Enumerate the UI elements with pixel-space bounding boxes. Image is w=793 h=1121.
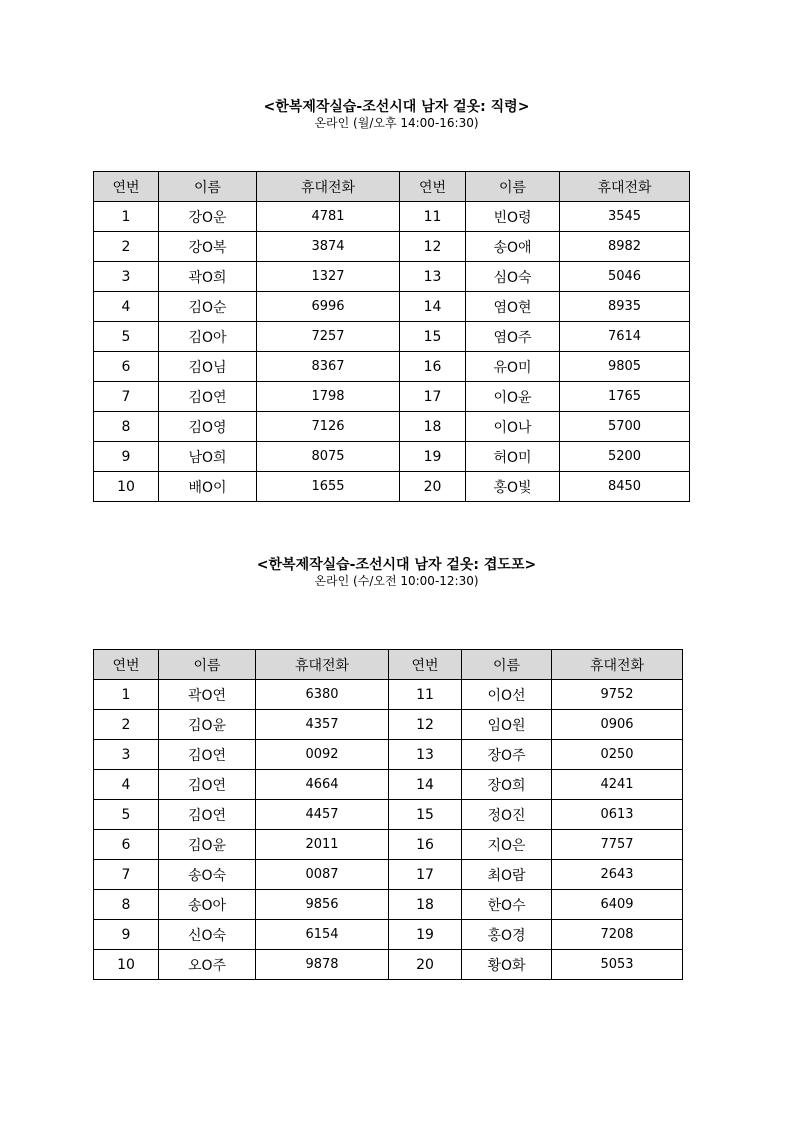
column-header-number: 연번 bbox=[94, 172, 159, 202]
roster-table-1 bbox=[93, 171, 690, 502]
cell-number: 12 bbox=[400, 232, 466, 262]
cell-phone: 2011 bbox=[256, 830, 389, 860]
column-header-name: 이름 bbox=[159, 172, 257, 202]
cell-number: 8 bbox=[94, 890, 159, 920]
cell-phone: 8982 bbox=[560, 232, 690, 262]
cell-number: 10 bbox=[94, 472, 159, 502]
cell-number: 6 bbox=[94, 352, 159, 382]
cell-number: 7 bbox=[94, 382, 159, 412]
table-row bbox=[94, 860, 683, 890]
cell-name: 빈O령 bbox=[466, 202, 560, 232]
section2-heading bbox=[0, 556, 793, 588]
cell-phone: 0613 bbox=[552, 800, 683, 830]
cell-number: 1 bbox=[94, 680, 159, 710]
cell-phone: 3545 bbox=[560, 202, 690, 232]
cell-number: 18 bbox=[389, 890, 462, 920]
column-header-phone: 휴대전화 bbox=[257, 172, 400, 202]
cell-number: 18 bbox=[400, 412, 466, 442]
cell-phone: 6996 bbox=[257, 292, 400, 322]
cell-name: 배O이 bbox=[159, 472, 257, 502]
cell-name: 김O연 bbox=[159, 382, 257, 412]
cell-phone: 7614 bbox=[560, 322, 690, 352]
section2-title: <한복제작실습-조선시대 남자 겉옷: 겹도포> bbox=[256, 557, 537, 573]
cell-phone: 6380 bbox=[256, 680, 389, 710]
cell-name: 홍O경 bbox=[462, 920, 552, 950]
table-row bbox=[94, 710, 683, 740]
cell-number: 19 bbox=[400, 442, 466, 472]
cell-phone: 4457 bbox=[256, 800, 389, 830]
cell-name: 이O나 bbox=[466, 412, 560, 442]
column-header-name: 이름 bbox=[466, 172, 560, 202]
table-row bbox=[94, 920, 683, 950]
cell-name: 김O아 bbox=[159, 322, 257, 352]
column-header-number: 연번 bbox=[389, 650, 462, 680]
cell-phone: 6409 bbox=[552, 890, 683, 920]
table-row bbox=[94, 412, 690, 442]
cell-number: 9 bbox=[94, 920, 159, 950]
cell-name: 이O윤 bbox=[466, 382, 560, 412]
cell-phone: 0092 bbox=[256, 740, 389, 770]
cell-name: 신O숙 bbox=[159, 920, 256, 950]
cell-number: 3 bbox=[94, 740, 159, 770]
cell-name: 곽O연 bbox=[159, 680, 256, 710]
cell-name: 김O영 bbox=[159, 412, 257, 442]
cell-name: 황O화 bbox=[462, 950, 552, 980]
table-row bbox=[94, 890, 683, 920]
table-row bbox=[94, 740, 683, 770]
cell-phone: 0087 bbox=[256, 860, 389, 890]
cell-phone: 7126 bbox=[257, 412, 400, 442]
column-header-number: 연번 bbox=[400, 172, 466, 202]
cell-name: 염O주 bbox=[466, 322, 560, 352]
cell-number: 4 bbox=[94, 770, 159, 800]
cell-name: 이O선 bbox=[462, 680, 552, 710]
cell-phone: 8367 bbox=[257, 352, 400, 382]
cell-phone: 7208 bbox=[552, 920, 683, 950]
table-row bbox=[94, 800, 683, 830]
cell-name: 남O희 bbox=[159, 442, 257, 472]
table-row bbox=[94, 442, 690, 472]
table-row bbox=[94, 830, 683, 860]
cell-number: 17 bbox=[400, 382, 466, 412]
column-header-phone: 휴대전화 bbox=[560, 172, 690, 202]
section1-subtitle: 온라인 (월/오후 14:00-16:30) bbox=[314, 116, 479, 130]
table-row bbox=[94, 352, 690, 382]
cell-phone: 9878 bbox=[256, 950, 389, 980]
cell-name: 김O윤 bbox=[159, 710, 256, 740]
cell-phone: 4241 bbox=[552, 770, 683, 800]
table-header-row bbox=[94, 650, 683, 680]
table-row bbox=[94, 232, 690, 262]
cell-phone: 7757 bbox=[552, 830, 683, 860]
cell-number: 6 bbox=[94, 830, 159, 860]
cell-phone: 6154 bbox=[256, 920, 389, 950]
cell-phone: 9752 bbox=[552, 680, 683, 710]
cell-name: 강O운 bbox=[159, 202, 257, 232]
table-row bbox=[94, 292, 690, 322]
cell-phone: 5053 bbox=[552, 950, 683, 980]
table-row bbox=[94, 680, 683, 710]
cell-name: 송O애 bbox=[466, 232, 560, 262]
cell-phone: 1798 bbox=[257, 382, 400, 412]
cell-name: 곽O희 bbox=[159, 262, 257, 292]
cell-phone: 5046 bbox=[560, 262, 690, 292]
table-row bbox=[94, 950, 683, 980]
table-row bbox=[94, 322, 690, 352]
cell-phone: 0906 bbox=[552, 710, 683, 740]
cell-number: 12 bbox=[389, 710, 462, 740]
cell-name: 정O진 bbox=[462, 800, 552, 830]
cell-phone: 4357 bbox=[256, 710, 389, 740]
cell-number: 17 bbox=[389, 860, 462, 890]
table-row bbox=[94, 770, 683, 800]
cell-phone: 4781 bbox=[257, 202, 400, 232]
roster-table-2 bbox=[93, 649, 683, 980]
table-row bbox=[94, 262, 690, 292]
cell-phone: 0250 bbox=[552, 740, 683, 770]
column-header-phone: 휴대전화 bbox=[552, 650, 683, 680]
cell-number: 1 bbox=[94, 202, 159, 232]
cell-name: 유O미 bbox=[466, 352, 560, 382]
cell-name: 송O아 bbox=[159, 890, 256, 920]
cell-number: 14 bbox=[389, 770, 462, 800]
cell-number: 3 bbox=[94, 262, 159, 292]
table-row bbox=[94, 382, 690, 412]
cell-phone: 1765 bbox=[560, 382, 690, 412]
cell-name: 한O수 bbox=[462, 890, 552, 920]
cell-number: 16 bbox=[400, 352, 466, 382]
column-header-name: 이름 bbox=[462, 650, 552, 680]
cell-number: 8 bbox=[94, 412, 159, 442]
cell-phone: 3874 bbox=[257, 232, 400, 262]
cell-name: 홍O빛 bbox=[466, 472, 560, 502]
cell-name: 김O순 bbox=[159, 292, 257, 322]
cell-name: 최O람 bbox=[462, 860, 552, 890]
cell-number: 5 bbox=[94, 800, 159, 830]
cell-name: 임O원 bbox=[462, 710, 552, 740]
cell-name: 허O미 bbox=[466, 442, 560, 472]
section2-subtitle: 온라인 (수/오전 10:00-12:30) bbox=[314, 574, 479, 588]
cell-number: 10 bbox=[94, 950, 159, 980]
cell-phone: 1327 bbox=[257, 262, 400, 292]
cell-phone: 8935 bbox=[560, 292, 690, 322]
cell-name: 김O연 bbox=[159, 770, 256, 800]
cell-number: 15 bbox=[400, 322, 466, 352]
cell-name: 장O주 bbox=[462, 740, 552, 770]
cell-phone: 8075 bbox=[257, 442, 400, 472]
cell-phone: 9805 bbox=[560, 352, 690, 382]
cell-number: 14 bbox=[400, 292, 466, 322]
cell-number: 11 bbox=[400, 202, 466, 232]
section1-heading bbox=[0, 98, 793, 130]
cell-name: 지O은 bbox=[462, 830, 552, 860]
cell-number: 19 bbox=[389, 920, 462, 950]
cell-phone: 5700 bbox=[560, 412, 690, 442]
cell-name: 장O희 bbox=[462, 770, 552, 800]
cell-number: 4 bbox=[94, 292, 159, 322]
cell-number: 20 bbox=[389, 950, 462, 980]
column-header-phone: 휴대전화 bbox=[256, 650, 389, 680]
cell-number: 9 bbox=[94, 442, 159, 472]
cell-name: 김O연 bbox=[159, 740, 256, 770]
table-header-row bbox=[94, 172, 690, 202]
cell-phone: 7257 bbox=[257, 322, 400, 352]
cell-phone: 8450 bbox=[560, 472, 690, 502]
cell-name: 김O연 bbox=[159, 800, 256, 830]
cell-number: 7 bbox=[94, 860, 159, 890]
cell-number: 16 bbox=[389, 830, 462, 860]
cell-number: 15 bbox=[389, 800, 462, 830]
cell-name: 오O주 bbox=[159, 950, 256, 980]
cell-name: 김O님 bbox=[159, 352, 257, 382]
cell-number: 2 bbox=[94, 232, 159, 262]
cell-number: 13 bbox=[389, 740, 462, 770]
cell-phone: 9856 bbox=[256, 890, 389, 920]
column-header-number: 연번 bbox=[94, 650, 159, 680]
cell-number: 11 bbox=[389, 680, 462, 710]
cell-phone: 4664 bbox=[256, 770, 389, 800]
cell-phone: 1655 bbox=[257, 472, 400, 502]
table-row bbox=[94, 472, 690, 502]
cell-name: 김O윤 bbox=[159, 830, 256, 860]
cell-phone: 5200 bbox=[560, 442, 690, 472]
column-header-name: 이름 bbox=[159, 650, 256, 680]
cell-number: 2 bbox=[94, 710, 159, 740]
cell-name: 심O숙 bbox=[466, 262, 560, 292]
cell-phone: 2643 bbox=[552, 860, 683, 890]
cell-name: 염O현 bbox=[466, 292, 560, 322]
cell-number: 5 bbox=[94, 322, 159, 352]
cell-number: 20 bbox=[400, 472, 466, 502]
cell-number: 13 bbox=[400, 262, 466, 292]
cell-name: 강O복 bbox=[159, 232, 257, 262]
table-row bbox=[94, 202, 690, 232]
section1-title: <한복제작실습-조선시대 남자 겉옷: 직령> bbox=[263, 99, 530, 115]
cell-name: 송O숙 bbox=[159, 860, 256, 890]
